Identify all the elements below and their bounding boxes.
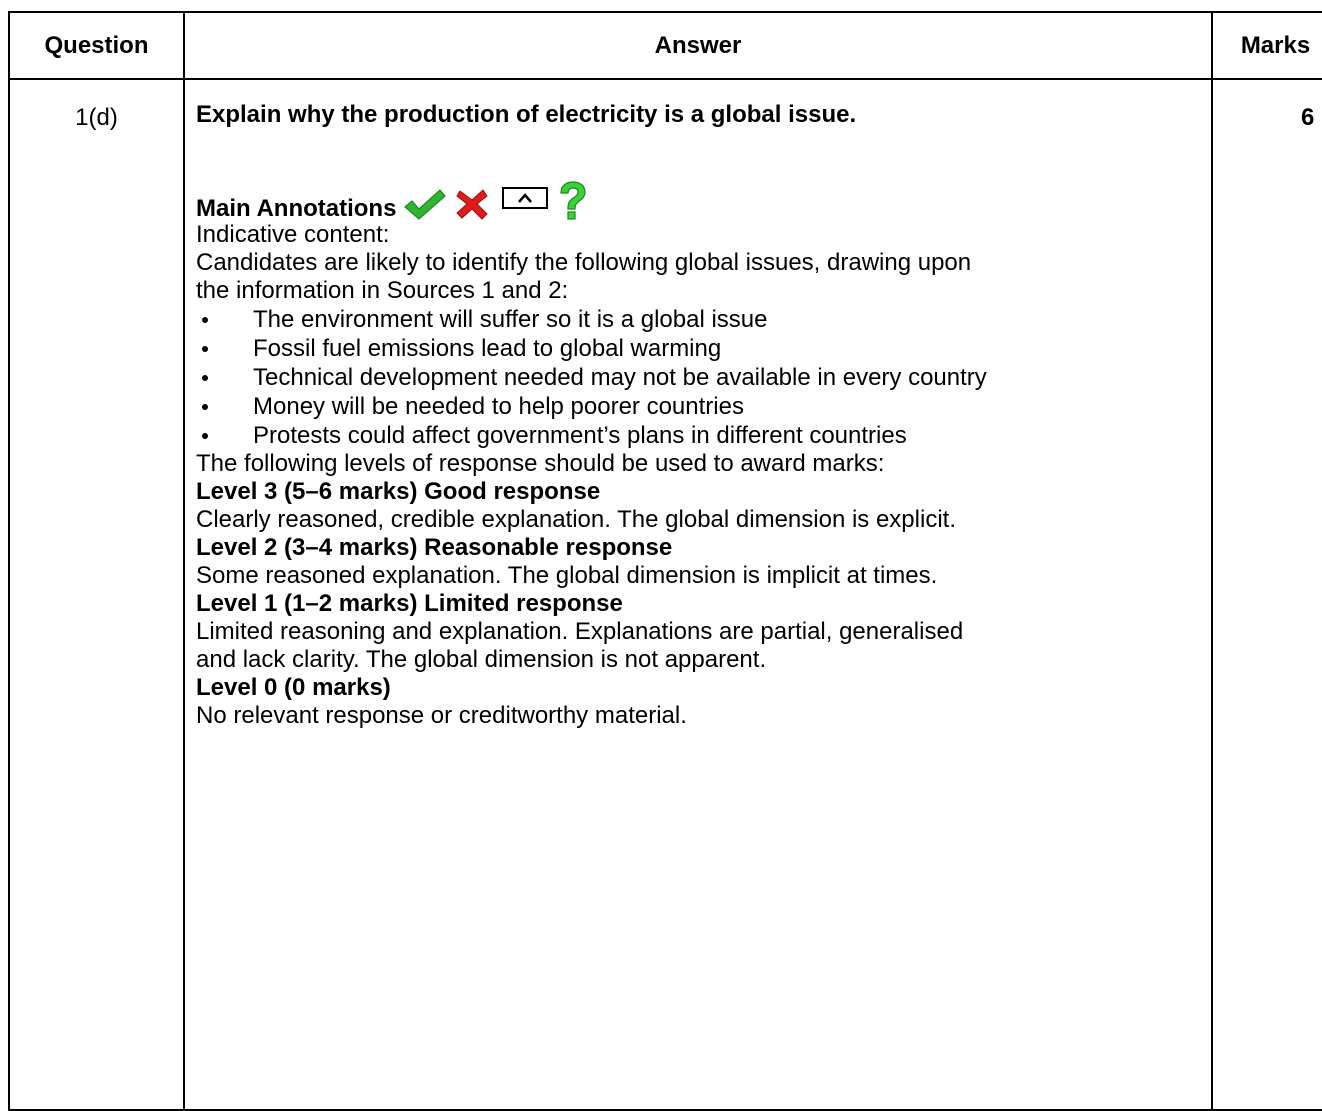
annotations-label: Main Annotations: [196, 195, 397, 222]
level-description: Limited reasoning and explanation. Explanations are partial, generalised: [196, 618, 964, 645]
caret-box-icon: [502, 187, 548, 209]
levels-intro: The following levels of response should be used to award marks:: [196, 450, 885, 477]
cross-icon: [454, 187, 490, 221]
list-item: Protests could affect government’s plans in different countries: [196, 421, 1196, 450]
header-divider: [10, 78, 1322, 80]
intro-line: Candidates are likely to identify the following global issues, drawing upon: [196, 249, 972, 276]
list-item: Fossil fuel emissions lead to global warming: [196, 334, 1196, 363]
level-heading: Level 2 (3–4 marks) Reasonable response: [196, 534, 673, 561]
level-heading: Level 1 (1–2 marks) Limited response: [196, 590, 623, 617]
list-item: Money will be needed to help poorer countries: [196, 392, 1196, 421]
level-description: No relevant response or creditworthy material.: [196, 702, 687, 729]
indicative-label: Indicative content:: [196, 221, 390, 248]
question-mark-icon: [556, 181, 588, 221]
intro-line: the information in Sources 1 and 2:: [196, 277, 569, 304]
annotations-row: [196, 177, 1196, 221]
header-question: Question: [44, 32, 149, 59]
header-marks: Marks: [1240, 32, 1311, 59]
header-answer: Answer: [654, 32, 742, 59]
marks-value: 6: [1301, 104, 1315, 131]
column-divider: [1211, 13, 1213, 1109]
column-divider: [183, 13, 185, 1109]
mark-scheme-table: [8, 11, 1322, 1111]
level-heading: Level 0 (0 marks): [196, 674, 391, 701]
question-prompt: Explain why the production of electricity is a global issue.: [196, 101, 857, 128]
bullet-list: [196, 305, 1196, 450]
level-description: Clearly reasoned, credible explanation. The global dimension is explicit.: [196, 506, 956, 533]
check-icon: [402, 187, 448, 221]
list-item: Technical development needed may not be available in every country: [196, 363, 1196, 392]
level-description: Some reasoned explanation. The global dimension is implicit at times.: [196, 562, 938, 589]
answer-cell: [196, 101, 1196, 730]
level-heading: Level 3 (5–6 marks) Good response: [196, 478, 601, 505]
question-number: 1(d): [75, 104, 118, 131]
list-item: The environment will suffer so it is a global issue: [196, 305, 1196, 334]
level-description: and lack clarity. The global dimension is not apparent.: [196, 646, 767, 673]
